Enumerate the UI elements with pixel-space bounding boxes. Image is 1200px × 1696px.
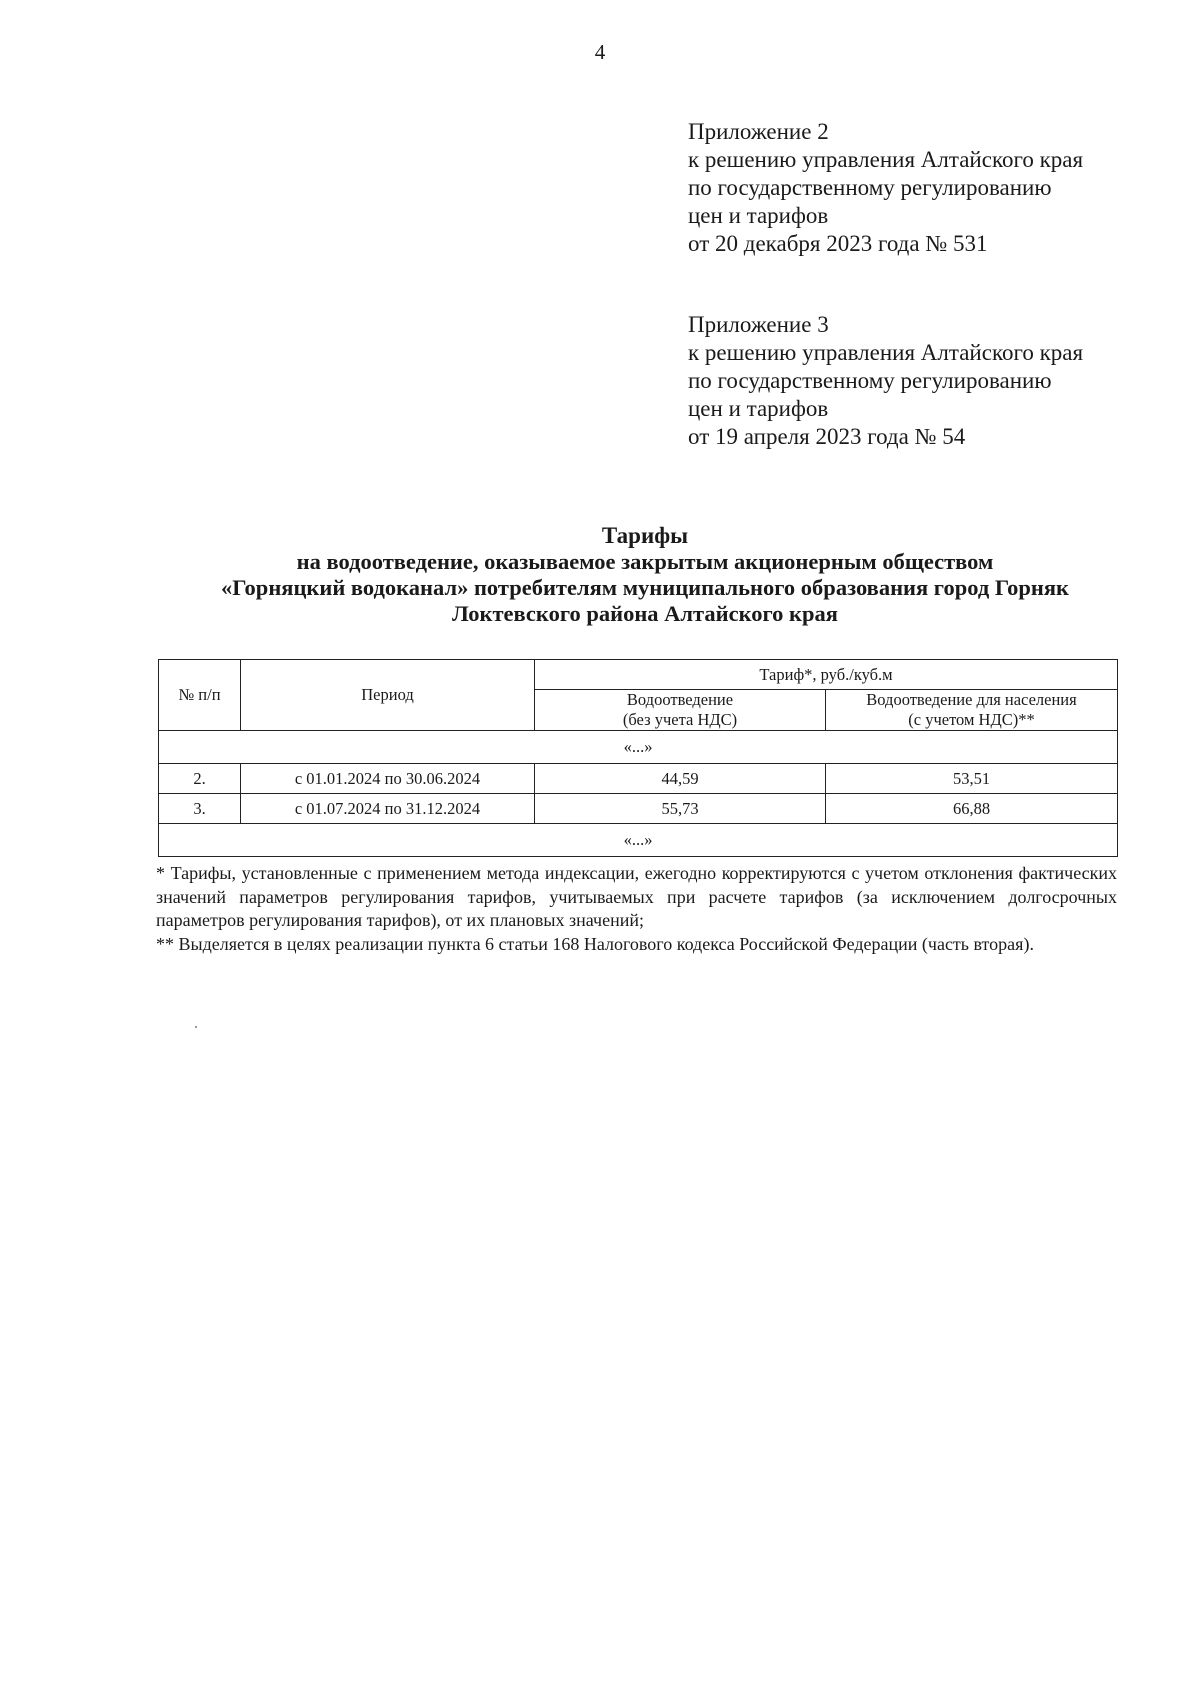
appendix-3-line: Приложение 3 — [688, 312, 829, 337]
ellipsis-cell: «...» — [159, 731, 1118, 764]
footnote-2: ** Выделяется в целях реализации пункта 6 статьи 168 Налогового кодекса Российской Федерации (часть вторая). — [156, 933, 1034, 954]
cell-number: 3. — [159, 794, 241, 824]
title-line: на водоотведение, оказываемое закрытым акционерным обществом — [296, 549, 994, 574]
footnote-1: * Тарифы, установленные с применением метода индексации, ежегодно корректируются с учетом отклонения фактических значений параметров регулирования тарифов, учитываемых при расчете тарифов (за исключением долгосрочных параметров регулирования тарифов), от их плановых значений; — [156, 863, 1117, 930]
header-tariff-excl-vat — [535, 690, 826, 731]
footnotes — [156, 862, 1117, 956]
title-line: Локтевского района Алтайского края — [452, 601, 838, 626]
header-tariff-group: Тариф*, руб./куб.м — [535, 660, 1118, 690]
cell-tariff-excl-vat: 55,73 — [535, 794, 826, 824]
appendix-2-line: цен и тарифов — [688, 203, 829, 228]
cell-period: с 01.01.2024 по 30.06.2024 — [241, 764, 535, 794]
cell-period: с 01.07.2024 по 31.12.2024 — [241, 794, 535, 824]
appendix-2-line: Приложение 2 — [688, 119, 829, 144]
ellipsis-cell: «...» — [159, 824, 1118, 857]
appendix-3-line: от 19 апреля 2023 года № 54 — [688, 424, 966, 449]
cell-tariff-incl-vat: 53,51 — [826, 764, 1118, 794]
cell-tariff-incl-vat: 66,88 — [826, 794, 1118, 824]
table-row-ellipsis — [159, 824, 1118, 857]
cell-tariff-excl-vat: 44,59 — [535, 764, 826, 794]
header-tariff-incl-vat-line2: (с учетом НДС)** — [908, 710, 1035, 729]
header-tariff-incl-vat-line1: Водоотведение для населения — [866, 690, 1077, 709]
tariff-table — [158, 659, 1118, 857]
title-main: Тарифы — [601, 523, 689, 548]
table-header-row — [159, 660, 1118, 690]
appendix-2-line: по государственному регулированию — [688, 175, 1052, 200]
cell-number: 2. — [159, 764, 241, 794]
table-row-ellipsis — [159, 731, 1118, 764]
header-period: Период — [241, 660, 535, 731]
appendix-3-header — [688, 311, 1083, 451]
header-tariff-incl-vat — [826, 690, 1118, 731]
appendix-3-line: по государственному регулированию — [688, 368, 1052, 393]
scan-speck — [195, 1026, 197, 1028]
header-tariff-excl-vat-line1: Водоотведение — [626, 690, 734, 709]
header-tariff-excl-vat-line2: (без учета НДС) — [622, 710, 738, 729]
table-row — [159, 764, 1118, 794]
table-row — [159, 794, 1118, 824]
title-line: «Горняцкий водоканал» потребителям муниципального образования город Горняк — [220, 575, 1070, 600]
page-number: 4 — [594, 40, 606, 64]
appendix-3-line: к решению управления Алтайского края — [688, 340, 1084, 365]
appendix-2-line: от 20 декабря 2023 года № 531 — [688, 231, 988, 256]
header-number: № п/п — [159, 660, 241, 731]
appendix-3-line: цен и тарифов — [688, 396, 829, 421]
appendix-2-header — [688, 118, 1083, 258]
document-title — [130, 523, 1160, 627]
appendix-2-line: к решению управления Алтайского края — [688, 147, 1084, 172]
